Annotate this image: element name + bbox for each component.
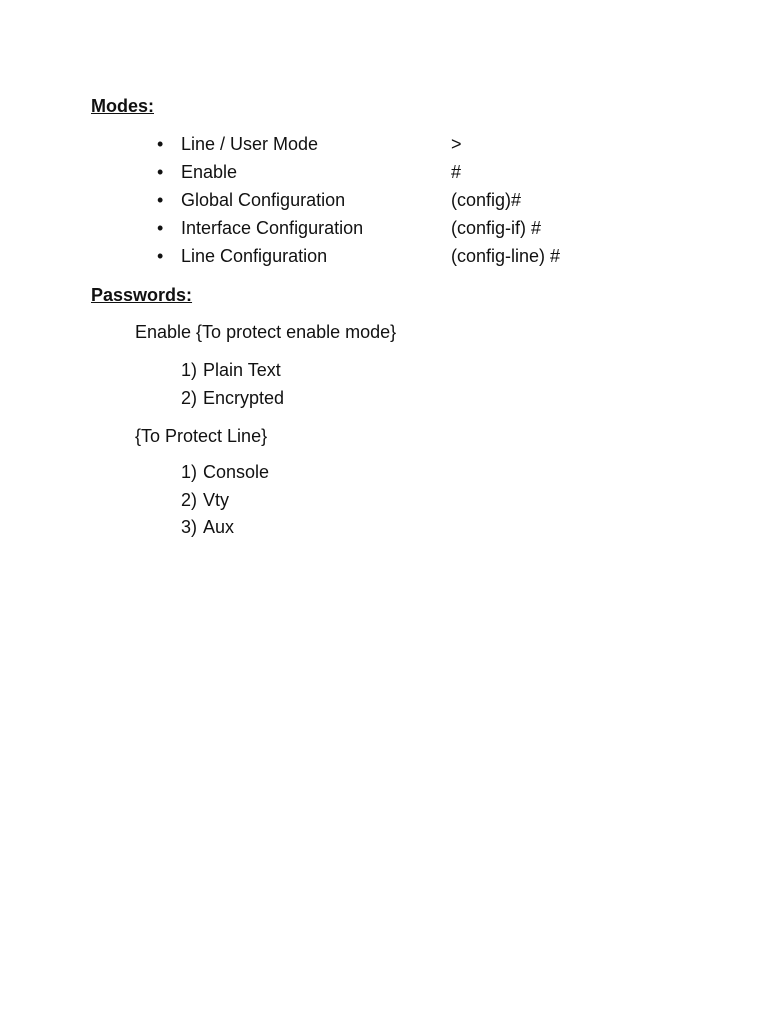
mode-name: Interface Configuration [181, 218, 364, 238]
mode-name: Global Configuration [181, 190, 346, 210]
list-item-label: Aux [203, 517, 235, 537]
protect-line-description: {To Protect Line} [135, 426, 268, 446]
list-item-label: Encrypted [203, 387, 285, 408]
mode-name: Line Configuration [181, 246, 328, 266]
mode-name: Line / User Mode [181, 134, 319, 154]
bullet-icon: • [157, 218, 164, 238]
mode-prompt: (config-if) # [451, 218, 542, 238]
list-number: 1) [181, 462, 198, 482]
passwords-heading: Passwords: [91, 285, 193, 305]
enable-password-description: Enable {To protect enable mode} [135, 322, 397, 342]
bullet-icon: • [157, 246, 164, 266]
bullet-icon: • [157, 134, 164, 154]
mode-prompt: # [451, 162, 462, 182]
mode-row-interface-config [157, 217, 607, 245]
mode-row-enable [157, 161, 607, 189]
mode-prompt: (config-line) # [451, 246, 561, 266]
list-item-label: Console [203, 462, 270, 482]
list-number: 2) [181, 489, 198, 510]
mode-row-line-config [157, 245, 607, 273]
mode-prompt: > [451, 134, 462, 154]
list-number: 3) [181, 517, 198, 537]
modes-list [157, 133, 607, 273]
mode-row-line-user [157, 133, 607, 161]
mode-name: Enable [181, 162, 238, 182]
mode-prompt: (config)# [451, 190, 522, 210]
list-number: 2) [181, 387, 198, 408]
list-item-label: Plain Text [203, 360, 281, 380]
list-number: 1) [181, 360, 198, 380]
bullet-icon: • [157, 190, 164, 210]
modes-heading: Modes: [91, 96, 154, 116]
mode-row-global-config [157, 189, 607, 217]
list-item-label: Vty [203, 489, 230, 510]
bullet-icon: • [157, 162, 164, 182]
